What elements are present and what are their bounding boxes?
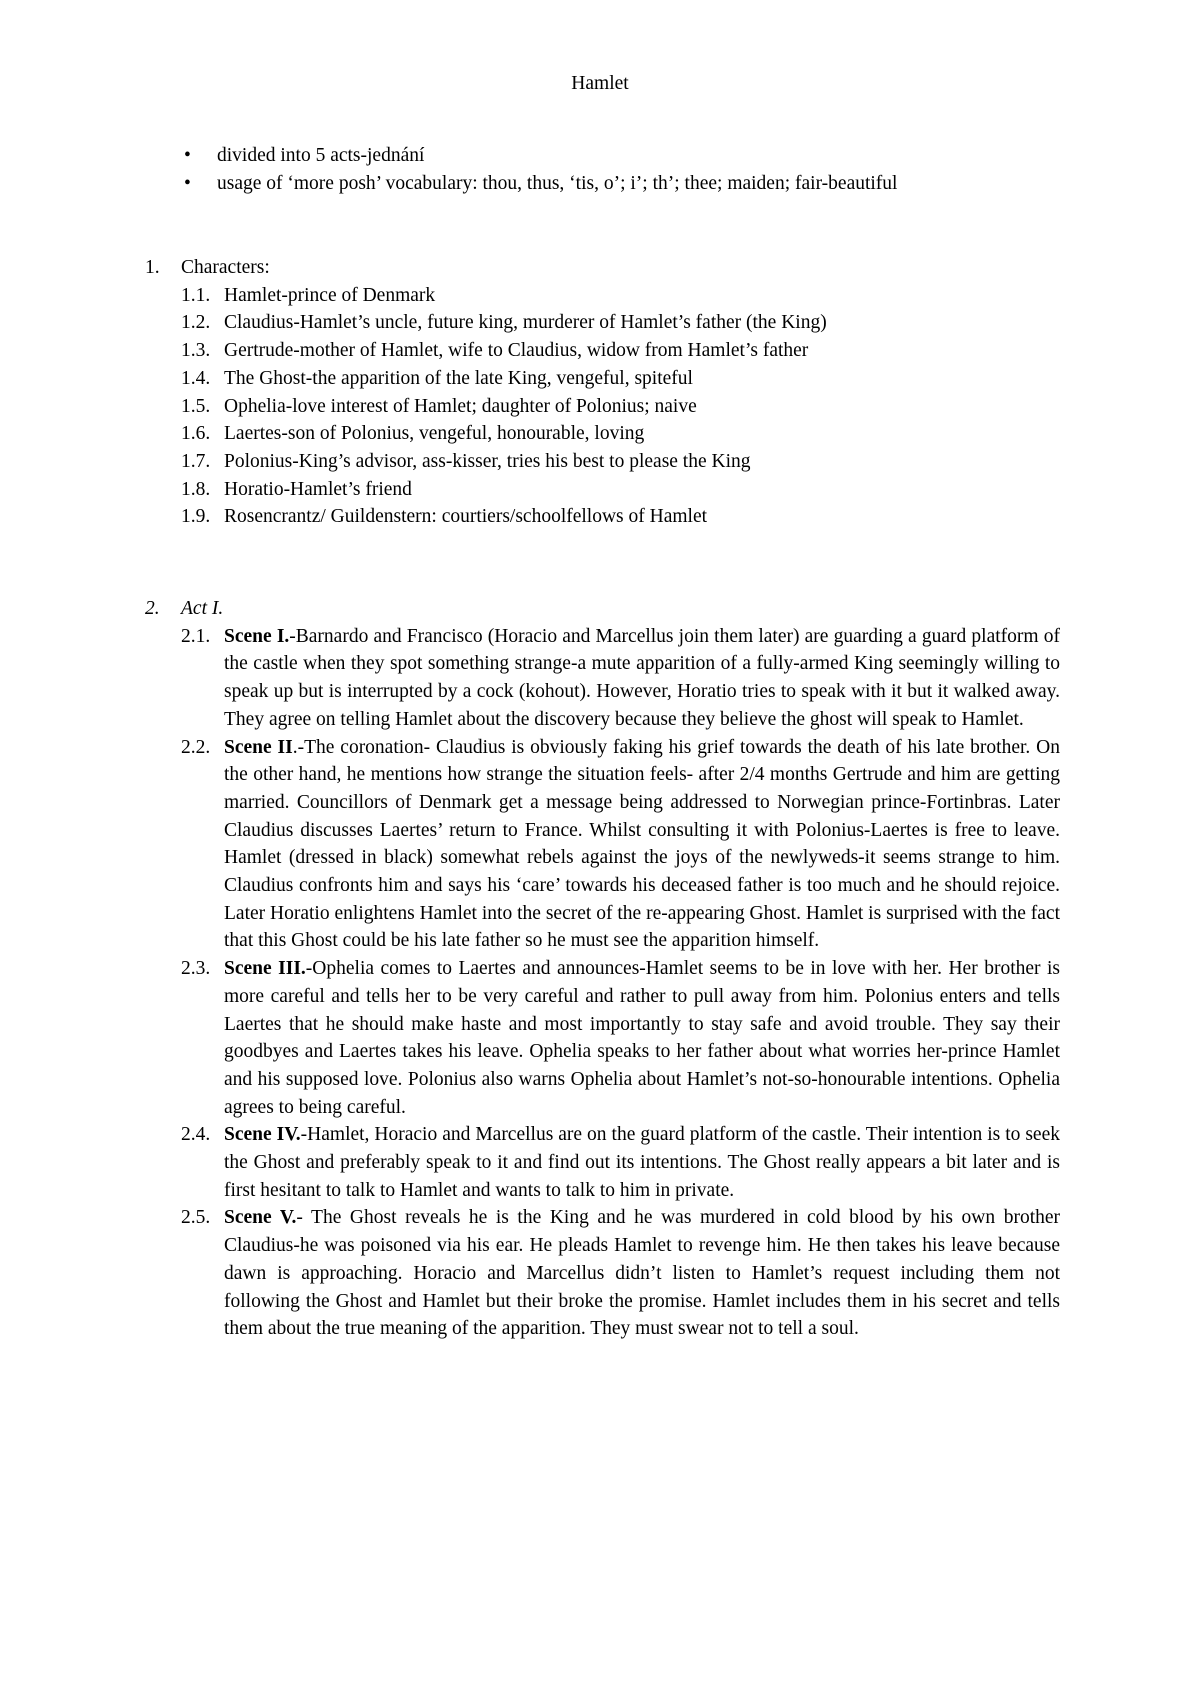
bullet-text: divided into 5 acts-jednání (217, 145, 425, 166)
scene-body: - The Ghost reveals he is the King and he was murdered in cold blood by his own brother Claudius-he was poisoned via his ear. He pleads Hamlet to revenge him. He then takes his leave because dawn is approaching. Horacio and Marcellus didn’t listen to Hamlet’s request including them not following the Ghost and Hamlet but their broke the promise. Hamlet includes them in his secret and tells them about the true meaning of the apparition. They must swear not to tell a soul. (224, 1207, 1061, 1340)
scene-item (0, 1121, 1200, 1204)
scene-body: -Hamlet, Horacio and Marcellus are on the guard platform of the castle. Their intention is to seek the Ghost and preferably speak to it and find out its intentions. The Ghost really appears a bit later and is first hesitant to talk to Hamlet and wants to talk to him in private. (224, 1124, 1060, 1201)
section-number: 1. (145, 257, 160, 278)
section-label: Act I. (181, 598, 224, 619)
character-text: Laertes-son of Polonius, vengeful, honourable, loving (224, 423, 645, 445)
scene-item (0, 1204, 1200, 1343)
scene-title: Scene III. (224, 958, 306, 980)
bullet-icon: • (184, 145, 191, 166)
character-number: 1.4. (181, 367, 211, 389)
character-number: 1.9. (181, 506, 211, 528)
character-text: Ophelia-love interest of Hamlet; daughter of Polonius; naive (224, 395, 697, 417)
intro-bullet-list (0, 142, 1200, 197)
scene-title: Scene I. (224, 625, 290, 647)
character-item (0, 503, 1200, 531)
character-item (0, 420, 1200, 448)
scene-number: 2.4. (181, 1124, 211, 1146)
character-text: The Ghost-the apparition of the late King, vengeful, spiteful (224, 367, 693, 389)
scene-title: Scene V. (224, 1207, 297, 1229)
character-number: 1.3. (181, 340, 211, 362)
scene-number: 2.2. (181, 736, 211, 758)
character-number: 1.7. (181, 450, 211, 472)
character-item (0, 337, 1200, 365)
scene-number: 2.1. (181, 625, 211, 647)
character-item (0, 476, 1200, 504)
character-text: Claudius-Hamlet’s uncle, future king, murderer of Hamlet’s father (the King) (224, 312, 827, 334)
character-text: Gertrude-mother of Hamlet, wife to Claudius, widow from Hamlet’s father (224, 340, 809, 362)
character-item (0, 282, 1200, 310)
scene-item (0, 734, 1200, 956)
section-label: Characters: (181, 257, 270, 278)
character-number: 1.8. (181, 478, 211, 500)
scene-title: Scene II (224, 736, 293, 758)
scene-number: 2.5. (181, 1207, 211, 1229)
scene-item (0, 955, 1200, 1121)
scene-title: Scene IV. (224, 1124, 301, 1146)
character-number: 1.1. (181, 284, 211, 306)
character-number: 1.2. (181, 312, 211, 334)
scene-paragraph (224, 1204, 1060, 1343)
scene-body: .-The coronation- Claudius is obviously faking his grief towards the death of his late brother. On the other hand, he mentions how strange the situation feels- after 2/4 months Gertrude and him are getting married. Councillors of Denmark get a message being addressed to Norwegian prince-Fortinbras. Later Claudius discusses Laertes’ return to France. Whilst consulting it with Polonius-Laertes is free to leave. Hamlet (dressed in black) somewhat rebels against the joys of the newlyweds-it seems strange to him. Claudius confronts him and says his ‘care’ towards his deceased father is too much and he should rejoice. Later Horatio enlightens Hamlet into the secret of the re-appearing Ghost. Hamlet is surprised with the fact that this Ghost could be his late father so he must see the apparition himself. (224, 736, 1060, 952)
character-item (0, 309, 1200, 337)
character-item (0, 448, 1200, 476)
scene-body: -Ophelia comes to Laertes and announces-Hamlet seems to be in love with her. Her brother is more careful and tells her to be very careful and rather to pull away from him. Polonius enters and tells Laertes that he should make haste and most importantly to stay safe and avoid trouble. They say their goodbyes and Laertes takes his leave. Ophelia speaks to her father about what worries her-prince Hamlet and his supposed love. Polonius also warns Ophelia about Hamlet’s not-so-honourable intentions. Ophelia agrees to being careful. (224, 958, 1061, 1118)
scene-number: 2.3. (181, 958, 211, 980)
section-number: 2. (145, 598, 160, 619)
bullet-item (0, 170, 1200, 198)
characters-section (0, 254, 1200, 531)
character-item (0, 365, 1200, 393)
character-item (0, 393, 1200, 421)
characters-heading (0, 254, 1200, 282)
scene-paragraph (224, 1121, 1060, 1204)
scene-paragraph (224, 955, 1060, 1121)
act1-heading (0, 595, 1200, 623)
character-number: 1.6. (181, 423, 211, 445)
character-text: Rosencrantz/ Guildenstern: courtiers/schoolfellows of Hamlet (224, 506, 708, 528)
scene-item (0, 623, 1200, 734)
page-title: Hamlet (571, 73, 629, 94)
scene-paragraph (224, 623, 1060, 734)
character-text: Polonius-King’s advisor, ass-kisser, tries his best to please the King (224, 450, 751, 472)
scene-body: -Barnardo and Francisco (Horacio and Marcellus join them later) are guarding a guard platform of the castle when they spot something strange-a mute apparition of a fully-armed King seemingly willing to speak up but is interrupted by a cock (kohout). However, Horatio tries to speak with it but it walked away. They agree on telling Hamlet about the discovery because they believe the ghost will speak to Hamlet. (224, 625, 1060, 730)
bullet-item (0, 142, 1200, 170)
act1-section (0, 595, 1200, 1343)
bullet-text: usage of ‘more posh’ vocabulary: thou, thus, ‘tis, o’; i’; th’; thee; maiden; fair-beautiful (217, 172, 898, 194)
scene-paragraph (224, 734, 1060, 956)
bullet-icon: • (184, 172, 191, 194)
character-number: 1.5. (181, 395, 211, 417)
character-text: Hamlet-prince of Denmark (224, 284, 436, 306)
character-text: Horatio-Hamlet’s friend (224, 478, 412, 500)
